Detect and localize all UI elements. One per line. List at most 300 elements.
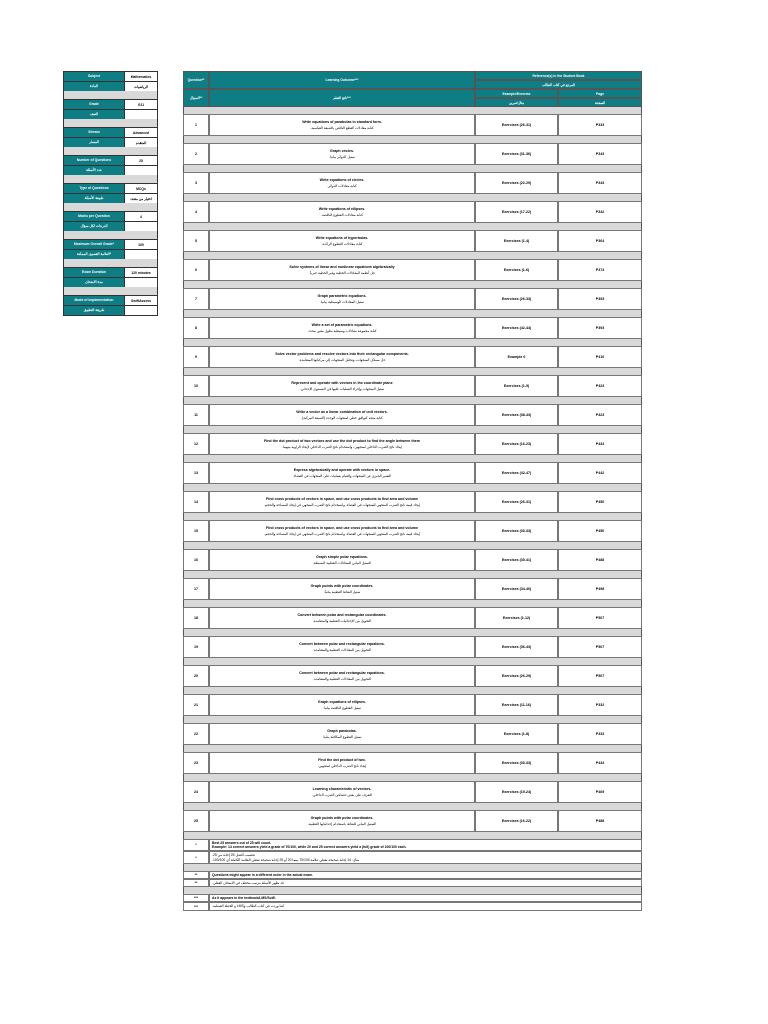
- outcome-ar: التحويل بين المعادلات القطبية والمتعامدة.: [313, 648, 371, 652]
- info-value: الرياضيات: [125, 82, 157, 91]
- exam-info-panel: [63, 71, 158, 316]
- outcome-ar: إيجاد قيمة ناتج الضرب المتجهي للمتجهات في الفضاء، واستخدام ناتج الضرب المتجهي في إيجاد المساحة والحجم.: [264, 503, 420, 507]
- info-value: [125, 250, 157, 259]
- table-row: [183, 114, 642, 136]
- question-number: 20: [183, 665, 209, 687]
- outcome-ar: كتابة معادلات القطوع الزائدة.: [321, 242, 363, 246]
- info-label: مدة الامتحان: [64, 278, 125, 287]
- info-label: المادة: [64, 82, 125, 91]
- row-separator: [183, 658, 642, 665]
- page-ref: P332: [558, 694, 642, 716]
- outcome-en: Express algebraically and operate with vectors in space.: [293, 468, 391, 472]
- row-separator: [183, 397, 642, 404]
- info-value: اختيار من متعدد: [125, 194, 157, 203]
- table-row: [183, 375, 642, 397]
- info-value: MCQs: [125, 184, 157, 193]
- question-number: 22: [183, 723, 209, 745]
- note-text: [209, 871, 642, 879]
- info-label: المسار: [64, 138, 125, 147]
- page-ref: P488: [558, 549, 642, 571]
- info-label: الصف: [64, 110, 125, 119]
- table-row: [183, 259, 642, 281]
- example-exercise: Exercises (19-24): [475, 781, 558, 803]
- question-number: 14: [183, 491, 209, 513]
- learning-outcome: [209, 317, 475, 339]
- page-ref: P434: [558, 433, 642, 455]
- page-ref: P374: [558, 259, 642, 281]
- outcome-en: Graph simple polar equations.: [316, 555, 368, 559]
- example-exercise: Exercises (31-36): [475, 143, 558, 165]
- page-ref: P423: [558, 375, 642, 397]
- question-number: 1: [183, 114, 209, 136]
- outcome-ar: التحويل بين الإحداثيات القطبية والمتعامدة.: [312, 619, 372, 623]
- note-line: تحتسب أفضل 25 إجابة من 25.: [212, 853, 256, 858]
- row-separator: [183, 339, 642, 346]
- outcome-en: Solve systems of linear and nonlinear equations algebraically: [289, 265, 395, 269]
- example-exercise: Exercises (1-12): [475, 607, 558, 629]
- outcome-en: Graph parametric equations.: [317, 294, 367, 298]
- info-label: طريقة التطبيق: [64, 306, 125, 315]
- row-separator: [183, 165, 642, 172]
- info-label: عدد الأسئلة: [64, 166, 125, 175]
- page-ref: P393: [558, 317, 642, 339]
- learning-outcome: [209, 723, 475, 745]
- learning-outcome: [209, 346, 475, 368]
- info-row: [63, 211, 158, 221]
- learning-outcome: [209, 578, 475, 600]
- example-exercise: Exercises (1-9): [475, 375, 558, 397]
- info-row: [63, 239, 158, 249]
- note-line: Questions might appear in a different order in the actual exam.: [212, 872, 313, 877]
- example-exercise: Exercises (30-41): [475, 549, 558, 571]
- example-exercise: Exercises (17-22): [475, 201, 558, 223]
- page-ref: P450: [558, 491, 642, 513]
- outcome-en: Find cross products of vectors in space, and use cross products to find area and volume: [266, 497, 418, 501]
- page-ref: P507: [558, 665, 642, 687]
- note-text: [209, 851, 642, 863]
- outcome-ar: تمثيل القطوع الناقصة بيانيا.: [323, 706, 361, 710]
- info-value: Mathematics: [125, 72, 157, 81]
- question-number: 17: [183, 578, 209, 600]
- example-exercise: Exercises (22-29): [475, 172, 558, 194]
- row-separator: [183, 223, 642, 230]
- info-label: Grade: [64, 100, 125, 109]
- info-row: [63, 99, 158, 109]
- learning-outcome: [209, 404, 475, 426]
- header-reference-ar: المرجع في كتاب الطالب: [475, 80, 642, 89]
- example-exercise: Exercises (16-23): [475, 433, 558, 455]
- header-page-ar: الصفحة: [558, 98, 642, 107]
- row-separator: [183, 716, 642, 723]
- learning-outcome: [209, 375, 475, 397]
- outcome-ar: التحويل بين المعادلات القطبية والمتعامدة.: [313, 677, 371, 681]
- row-separator: [183, 571, 642, 578]
- outcome-ar: تمثيل المتجهات وإجراء العمليات عليها في المستوى الإحداثي.: [299, 387, 385, 391]
- question-number: 18: [183, 607, 209, 629]
- note-row: [183, 894, 642, 902]
- table-row: [183, 346, 642, 368]
- row-separator: [183, 513, 642, 520]
- learning-outcome: [209, 114, 475, 136]
- info-label: Stream: [64, 128, 125, 137]
- info-row: [63, 165, 158, 175]
- row-separator: [183, 484, 642, 491]
- note-mark: **: [183, 871, 209, 879]
- page-ref: P507: [558, 636, 642, 658]
- note-line: Best 25 answers out of 25 will count.: [212, 841, 272, 845]
- question-number: 12: [183, 433, 209, 455]
- example-exercise: Exercises (42-44): [475, 317, 558, 339]
- outcome-en: Graph equations of ellipses.: [317, 700, 367, 704]
- info-spacer: [63, 231, 158, 239]
- row-separator: [183, 542, 642, 549]
- example-exercise: Exercises (38-43): [475, 404, 558, 426]
- outcome-ar: التعبير الجبري عن المتجهات والقيام بعمليات على المتجهات في الفضاء.: [292, 474, 392, 478]
- info-row: [63, 193, 158, 203]
- info-spacer: [63, 203, 158, 211]
- outcome-en: Find the dot product of two vectors and use the dot product to find the angle between them: [264, 439, 420, 443]
- learning-outcome: [209, 259, 475, 281]
- learning-outcome: [209, 462, 475, 484]
- example-exercise: Exercises (1-4): [475, 230, 558, 252]
- page-ref: P450: [558, 520, 642, 542]
- info-value: [125, 110, 157, 119]
- outcome-ar: التمثيل البياني للمعادلات القطبية البسيطة.: [312, 561, 372, 565]
- question-number: 10: [183, 375, 209, 397]
- outcome-ar: حل مسائل المتجهات، وتحليل المتجهات إلى مركباتها المتعامدة.: [298, 358, 386, 362]
- page-ref: P442: [558, 462, 642, 484]
- row-separator: [183, 600, 642, 607]
- info-value: G11: [125, 100, 157, 109]
- example-exercise: Example 6: [475, 346, 558, 368]
- learning-outcome: [209, 520, 475, 542]
- row-separator: [183, 107, 642, 114]
- learning-outcome: [209, 752, 475, 774]
- info-spacer: [63, 175, 158, 183]
- question-number: 23: [183, 752, 209, 774]
- page-ref: P498: [558, 578, 642, 600]
- info-value: 120 minutes: [125, 268, 157, 277]
- outcome-en: Write a set of parametric equations.: [311, 323, 373, 327]
- info-row: [63, 71, 158, 81]
- row-separator: [183, 887, 642, 894]
- note-mark: ***: [183, 902, 209, 910]
- info-value: [125, 166, 157, 175]
- outcome-ar: كتابة مجموعة معادلات وسيطية بطول معين محدد.: [307, 329, 377, 333]
- question-number: 3: [183, 172, 209, 194]
- info-spacer: [63, 119, 158, 127]
- page-ref: P423: [558, 404, 642, 426]
- row-separator: [183, 310, 642, 317]
- info-spacer: [63, 91, 158, 99]
- example-exercise: Exercises (42-47): [475, 462, 558, 484]
- learning-outcome: [209, 288, 475, 310]
- example-exercise: Exercises (26-31): [475, 491, 558, 513]
- row-separator: [183, 864, 642, 871]
- outcome-en: Write equations of hyperbolas.: [315, 236, 369, 240]
- info-value: [125, 306, 157, 315]
- info-value: SwiftAssess: [125, 296, 157, 305]
- table-row: [183, 491, 642, 513]
- note-row: [183, 839, 642, 851]
- page-ref: P364: [558, 230, 642, 252]
- example-exercise: Exercises (1-6): [475, 259, 558, 281]
- note-mark: *: [183, 851, 209, 863]
- question-number: 15: [183, 520, 209, 542]
- outcome-ar: كتابة معادلات الدوائر.: [327, 184, 357, 188]
- learning-outcome: [209, 607, 475, 629]
- note-text: [209, 839, 642, 851]
- note-line: قد تظهر الأسئلة بترتيب مختلف في الامتحان الفعلي.: [212, 881, 284, 886]
- info-label: Subject: [64, 72, 125, 81]
- outcome-en: Convert between polar and rectangular coordinates.: [297, 613, 387, 617]
- question-number: 24: [183, 781, 209, 803]
- table-row: [183, 288, 642, 310]
- outcome-ar: إيجاد قيمة ناتج الضرب المتجهي للمتجهات في الفضاء، واستخدام ناتج الضرب المتجهي في إيجاد المساحة والحجم.: [264, 532, 420, 536]
- question-number: 2: [183, 143, 209, 165]
- note-mark: *: [183, 839, 209, 851]
- note-text: [209, 879, 642, 887]
- note-mark: **: [183, 879, 209, 887]
- outcome-ar: كتابة معادلات القطوع الناقصة.: [321, 213, 363, 217]
- info-row: [63, 277, 158, 287]
- row-separator: [183, 629, 642, 636]
- learning-outcome: [209, 491, 475, 513]
- note-row: [183, 902, 642, 910]
- info-row: [63, 249, 158, 259]
- outcome-ar: إيجاد ناتج الضرب الداخلي لمتجهين.: [317, 764, 367, 768]
- info-label: العلامة القصوى الممكنة*: [64, 250, 125, 259]
- table-row: [183, 665, 642, 687]
- info-label: Number of Questions: [64, 156, 125, 165]
- page-ref: P343: [558, 172, 642, 194]
- question-number: 21: [183, 694, 209, 716]
- example-exercise: Exercises (11-16): [475, 694, 558, 716]
- table-row: [183, 636, 642, 658]
- page-ref: P343: [558, 143, 642, 165]
- example-exercise: Exercises (26-33): [475, 288, 558, 310]
- table-row: [183, 404, 642, 426]
- page-ref: P507: [558, 607, 642, 629]
- page-ref: P410: [558, 346, 642, 368]
- note-line: Example: 14 correct answers yield a grade of 70/100, while 20 and 25 correct answers yield a (full) grade of 100/100 each.: [212, 845, 407, 850]
- info-value: Advanced: [125, 128, 157, 137]
- question-number: 16: [183, 549, 209, 571]
- outcome-en: Learning characteristic of vectors.: [312, 787, 372, 791]
- header-question: Question**: [183, 71, 209, 89]
- outcome-ar: تمثيل الدوائر بيانيا.: [329, 155, 355, 159]
- outcome-en: Write equations of parabolas in standard form.: [302, 120, 382, 124]
- outcome-en: Convert between polar and rectangular equations.: [299, 642, 385, 646]
- note-line: كما وردت في كتاب الطالب وLMS و الخطة الفصلية.: [212, 904, 285, 909]
- info-spacer: [63, 287, 158, 295]
- header-example-ar: مثال/تمرين: [475, 98, 558, 107]
- question-number: 9: [183, 346, 209, 368]
- outcome-en: Write equations of circles.: [319, 178, 365, 182]
- info-row: [63, 267, 158, 277]
- header-question-ar: السؤال**: [183, 89, 209, 107]
- row-separator: [183, 426, 642, 433]
- question-number: 5: [183, 230, 209, 252]
- table-row: [183, 810, 642, 832]
- table-row: [183, 781, 642, 803]
- header-outcome: Learning Outcome***: [209, 71, 475, 89]
- row-separator: [183, 368, 642, 375]
- info-label: الدرجات لكل سؤال: [64, 222, 125, 231]
- exam-coverage-table: [183, 71, 642, 911]
- learning-outcome: [209, 433, 475, 455]
- info-label: Marks per Question: [64, 212, 125, 221]
- table-row: [183, 520, 642, 542]
- note-text: [209, 894, 642, 902]
- learning-outcome: [209, 694, 475, 716]
- note-line: As it appears in the textbook/LMS/SoW.: [212, 896, 276, 901]
- info-value: 25: [125, 156, 157, 165]
- outcome-ar: التمثيل البياني للنقاط باستخدام إحداثياتها القطبية.: [307, 822, 377, 826]
- question-number: 25: [183, 810, 209, 832]
- outcome-en: Find cross products of vectors in space, and use cross products to find area and volume: [266, 526, 418, 530]
- question-number: 7: [183, 288, 209, 310]
- learning-outcome: [209, 172, 475, 194]
- header-page: Page: [558, 89, 642, 98]
- outcome-en: Convert between polar and rectangular equations.: [299, 671, 385, 675]
- table-row: [183, 694, 642, 716]
- note-row: [183, 851, 642, 863]
- info-row: [63, 305, 158, 316]
- learning-outcome: [209, 665, 475, 687]
- table-body: [183, 107, 642, 832]
- table-row: [183, 723, 642, 745]
- row-separator: [183, 745, 642, 752]
- table-row: [183, 433, 642, 455]
- row-separator: [183, 455, 642, 462]
- question-number: 6: [183, 259, 209, 281]
- example-exercise: Exercises (26-31): [475, 114, 558, 136]
- outcome-en: Graph points with polar coordinates.: [310, 584, 374, 588]
- row-separator: [183, 136, 642, 143]
- table-header-ar: [183, 89, 642, 107]
- example-exercise: Exercises (16-22): [475, 810, 558, 832]
- info-label: Exam Duration: [64, 268, 125, 277]
- example-exercise: Exercises (30-33): [475, 520, 558, 542]
- outcome-en: Write equations of ellipses.: [318, 207, 366, 211]
- info-spacer: [63, 147, 158, 155]
- learning-outcome: [209, 549, 475, 571]
- outcome-ar: إيجاد ناتج الضرب الداخلي لمتجهين، واستخدام ناتج الضرب الداخلي لإيجاد الزاوية بينهما.: [282, 445, 402, 449]
- header-page-group: [558, 89, 642, 107]
- info-row: [63, 155, 158, 165]
- page-ref: P333: [558, 114, 642, 136]
- question-number: 11: [183, 404, 209, 426]
- learning-outcome: [209, 201, 475, 223]
- header-reference-group: [475, 71, 642, 89]
- page-ref: P469: [558, 781, 642, 803]
- info-row: [63, 109, 158, 119]
- info-row: [63, 137, 158, 147]
- outcome-en: Write a vector as a linear combination of unit vectors.: [296, 410, 388, 414]
- outcome-ar: تمثيل النقاط القطبية بيانياً.: [323, 590, 361, 594]
- table-header: [183, 71, 642, 89]
- example-exercise: Exercises (30-33): [475, 752, 558, 774]
- info-value: 4: [125, 212, 157, 221]
- page-ref: P488: [558, 810, 642, 832]
- outcome-en: Solve vector problems and resolve vectors into their rectangular components.: [275, 352, 409, 356]
- row-separator: [183, 803, 642, 810]
- info-label: Mode of Implementation: [64, 296, 125, 305]
- example-exercise: Exercises (34-40): [475, 578, 558, 600]
- outcome-en: Represent and operate with vectors in the coordinate plane: [291, 381, 393, 385]
- table-row: [183, 230, 642, 252]
- row-separator: [183, 252, 642, 259]
- page-ref: P434: [558, 752, 642, 774]
- info-row: [63, 81, 158, 91]
- info-label: طبيعة الأسئلة: [64, 194, 125, 203]
- table-row: [183, 752, 642, 774]
- info-row: [63, 183, 158, 193]
- outcome-ar: كتابة متجه كتوافق خطي لمتجهات الوحدة (الصيغة المركبة).: [301, 416, 383, 420]
- note-mark: ***: [183, 894, 209, 902]
- header-outcome-ar: ناتج التعلم***: [209, 89, 475, 107]
- note-row: [183, 871, 642, 879]
- example-exercise: Exercises (26-29): [475, 665, 558, 687]
- info-label: Maximum Overall Grade*: [64, 240, 125, 249]
- learning-outcome: [209, 230, 475, 252]
- row-separator: [183, 832, 642, 839]
- outcome-en: Find the dot product of two.: [318, 758, 366, 762]
- outcome-ar: كتابة معادلات القطع الناقص بالصيغة القياسية.: [310, 126, 374, 130]
- outcome-en: Graph points with polar coordinates.: [310, 816, 374, 820]
- row-separator: [183, 281, 642, 288]
- question-number: 13: [183, 462, 209, 484]
- info-spacer: [63, 259, 158, 267]
- info-row: [63, 221, 158, 231]
- row-separator: [183, 194, 642, 201]
- info-value: [125, 278, 157, 287]
- info-value: المتقدم: [125, 138, 157, 147]
- learning-outcome: [209, 143, 475, 165]
- table-row: [183, 462, 642, 484]
- table-row: [183, 201, 642, 223]
- info-row: [63, 295, 158, 305]
- header-example: Example/Exercise: [475, 89, 558, 98]
- table-row: [183, 549, 642, 571]
- notes-section: [183, 832, 642, 911]
- outcome-ar: حل أنظمة المعادلات الخطية وغير الخطية جبرياً.: [309, 271, 375, 275]
- note-text: [209, 902, 642, 910]
- row-separator: [183, 687, 642, 694]
- table-row: [183, 607, 642, 629]
- header-reference: Reference(s) in the Student Book: [475, 71, 642, 80]
- row-separator: [183, 774, 642, 781]
- note-line: مثال: 14 إجابة صحيحة تعطي علامة 70/100 بينما 20 أو 25 إجابة صحيحة تعطي العلامة الكاملة أي 100/100.: [212, 857, 360, 862]
- outcome-en: Graph circles.: [330, 149, 354, 153]
- question-number: 8: [183, 317, 209, 339]
- learning-outcome: [209, 636, 475, 658]
- example-exercise: Exercises (1-8): [475, 723, 558, 745]
- header-example-group: [475, 89, 558, 107]
- example-exercise: Exercises (36-43): [475, 636, 558, 658]
- outcome-ar: تمثيل المعادلات الوسيطية بيانيا.: [320, 300, 364, 304]
- info-row: [63, 127, 158, 137]
- learning-outcome: [209, 810, 475, 832]
- page-ref: P393: [558, 288, 642, 310]
- table-row: [183, 143, 642, 165]
- table-row: [183, 317, 642, 339]
- outcome-en: Graph parabolas.: [327, 729, 357, 733]
- table-row: [183, 172, 642, 194]
- info-label: Type of Questions: [64, 184, 125, 193]
- table-row: [183, 578, 642, 600]
